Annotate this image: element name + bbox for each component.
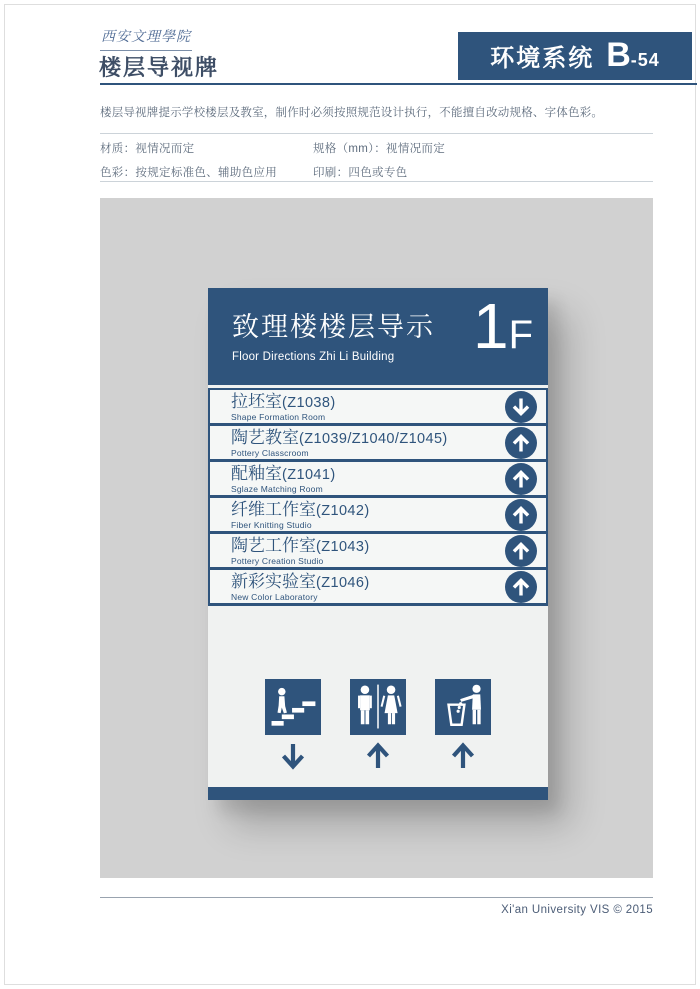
up-arrow-icon bbox=[365, 742, 391, 770]
room-name-cn: 拉坯室 bbox=[231, 392, 282, 411]
room-name-cn: 陶艺工作室 bbox=[231, 536, 316, 555]
room-code: (Z1041) bbox=[282, 467, 336, 483]
down-arrow-icon bbox=[280, 742, 306, 770]
toilet-icon bbox=[350, 679, 406, 735]
room-name bbox=[231, 536, 546, 557]
up-arrow-circle-icon bbox=[505, 535, 537, 567]
sign-header bbox=[208, 288, 548, 385]
section-badge bbox=[458, 32, 692, 80]
sign-title: 致理楼楼层导示 bbox=[232, 312, 435, 342]
facility-row bbox=[208, 679, 548, 770]
room-name-en: Fiber Knitting Studio bbox=[231, 520, 312, 530]
room-name-en: Sglaze Matching Room bbox=[231, 484, 323, 494]
page-title: 楼层导视牌 bbox=[99, 55, 220, 80]
spec-divider-bottom bbox=[100, 181, 653, 182]
room-name-cn: 配釉室 bbox=[231, 464, 282, 483]
room-name-cn: 新彩实验室 bbox=[231, 572, 316, 591]
up-arrow-circle-icon bbox=[505, 427, 537, 459]
room-row bbox=[210, 570, 546, 606]
university-logo: 西安文理學院 bbox=[100, 26, 192, 51]
room-name bbox=[231, 500, 546, 521]
badge-code-letter: B bbox=[606, 36, 631, 74]
room-name-en: Shape Formation Room bbox=[231, 412, 326, 422]
room-name bbox=[231, 428, 546, 449]
badge-system-label: 环境系统 bbox=[490, 45, 595, 72]
showcase-panel bbox=[100, 198, 653, 878]
up-arrow-circle-icon bbox=[505, 499, 537, 531]
room-name-en: Pottery Classcroom bbox=[231, 448, 309, 458]
room-row bbox=[210, 462, 546, 498]
facility-toilet bbox=[350, 679, 406, 770]
stairs-icon bbox=[265, 679, 321, 735]
trash-icon bbox=[435, 679, 491, 735]
up-arrow-icon bbox=[450, 742, 476, 770]
floor-suffix: F bbox=[508, 313, 533, 357]
spec-size: 规格（mm）：视情况而定 bbox=[313, 143, 446, 155]
sign-subtitle: Floor Directions Zhi Li Building bbox=[232, 351, 395, 363]
room-row bbox=[210, 534, 546, 570]
intro-text: 楼层导视牌提示学校楼层及教室，制作时必须按照规范设计执行，不能擅自改动规格、字体色彩。 bbox=[100, 107, 604, 119]
footer-rule bbox=[100, 897, 653, 898]
room-name bbox=[231, 572, 546, 593]
room-row bbox=[210, 498, 546, 534]
room-name-en: Pottery Creation Studio bbox=[231, 556, 324, 566]
room-name-cn: 陶艺教室 bbox=[231, 428, 299, 447]
floor-indicator bbox=[472, 290, 533, 362]
spec-color: 色彩：按规定标准色、辅助色应用 bbox=[100, 167, 278, 179]
floor-number: 1 bbox=[472, 290, 509, 362]
room-row bbox=[210, 426, 546, 462]
up-arrow-circle-icon bbox=[505, 571, 537, 603]
room-code: (Z1046) bbox=[316, 575, 370, 591]
room-name bbox=[231, 392, 546, 413]
room-code: (Z1039/Z1040/Z1045) bbox=[299, 431, 448, 447]
spec-table bbox=[100, 140, 653, 180]
spec-print: 印刷：四色或专色 bbox=[313, 167, 408, 179]
room-code: (Z1038) bbox=[282, 395, 336, 411]
spec-divider-top bbox=[100, 133, 653, 134]
room-code: (Z1043) bbox=[316, 539, 370, 555]
facility-trash bbox=[435, 679, 491, 770]
footer-credit: Xi'an University VIS © 2015 bbox=[501, 904, 653, 916]
up-arrow-circle-icon bbox=[505, 463, 537, 495]
down-arrow-circle-icon bbox=[505, 391, 537, 423]
room-list bbox=[208, 388, 548, 606]
room-name-en: New Color Laboratory bbox=[231, 592, 318, 602]
room-row bbox=[210, 390, 546, 426]
room-code: (Z1042) bbox=[316, 503, 370, 519]
facility-stairs bbox=[265, 679, 321, 770]
room-name-cn: 纤维工作室 bbox=[231, 500, 316, 519]
header-rule bbox=[100, 83, 697, 85]
floor-direction-sign bbox=[208, 288, 548, 800]
sign-footer-bar bbox=[208, 787, 548, 800]
spec-material: 材质：视情况而定 bbox=[100, 143, 195, 155]
room-name bbox=[231, 464, 546, 485]
badge-code-number: -54 bbox=[630, 50, 660, 70]
